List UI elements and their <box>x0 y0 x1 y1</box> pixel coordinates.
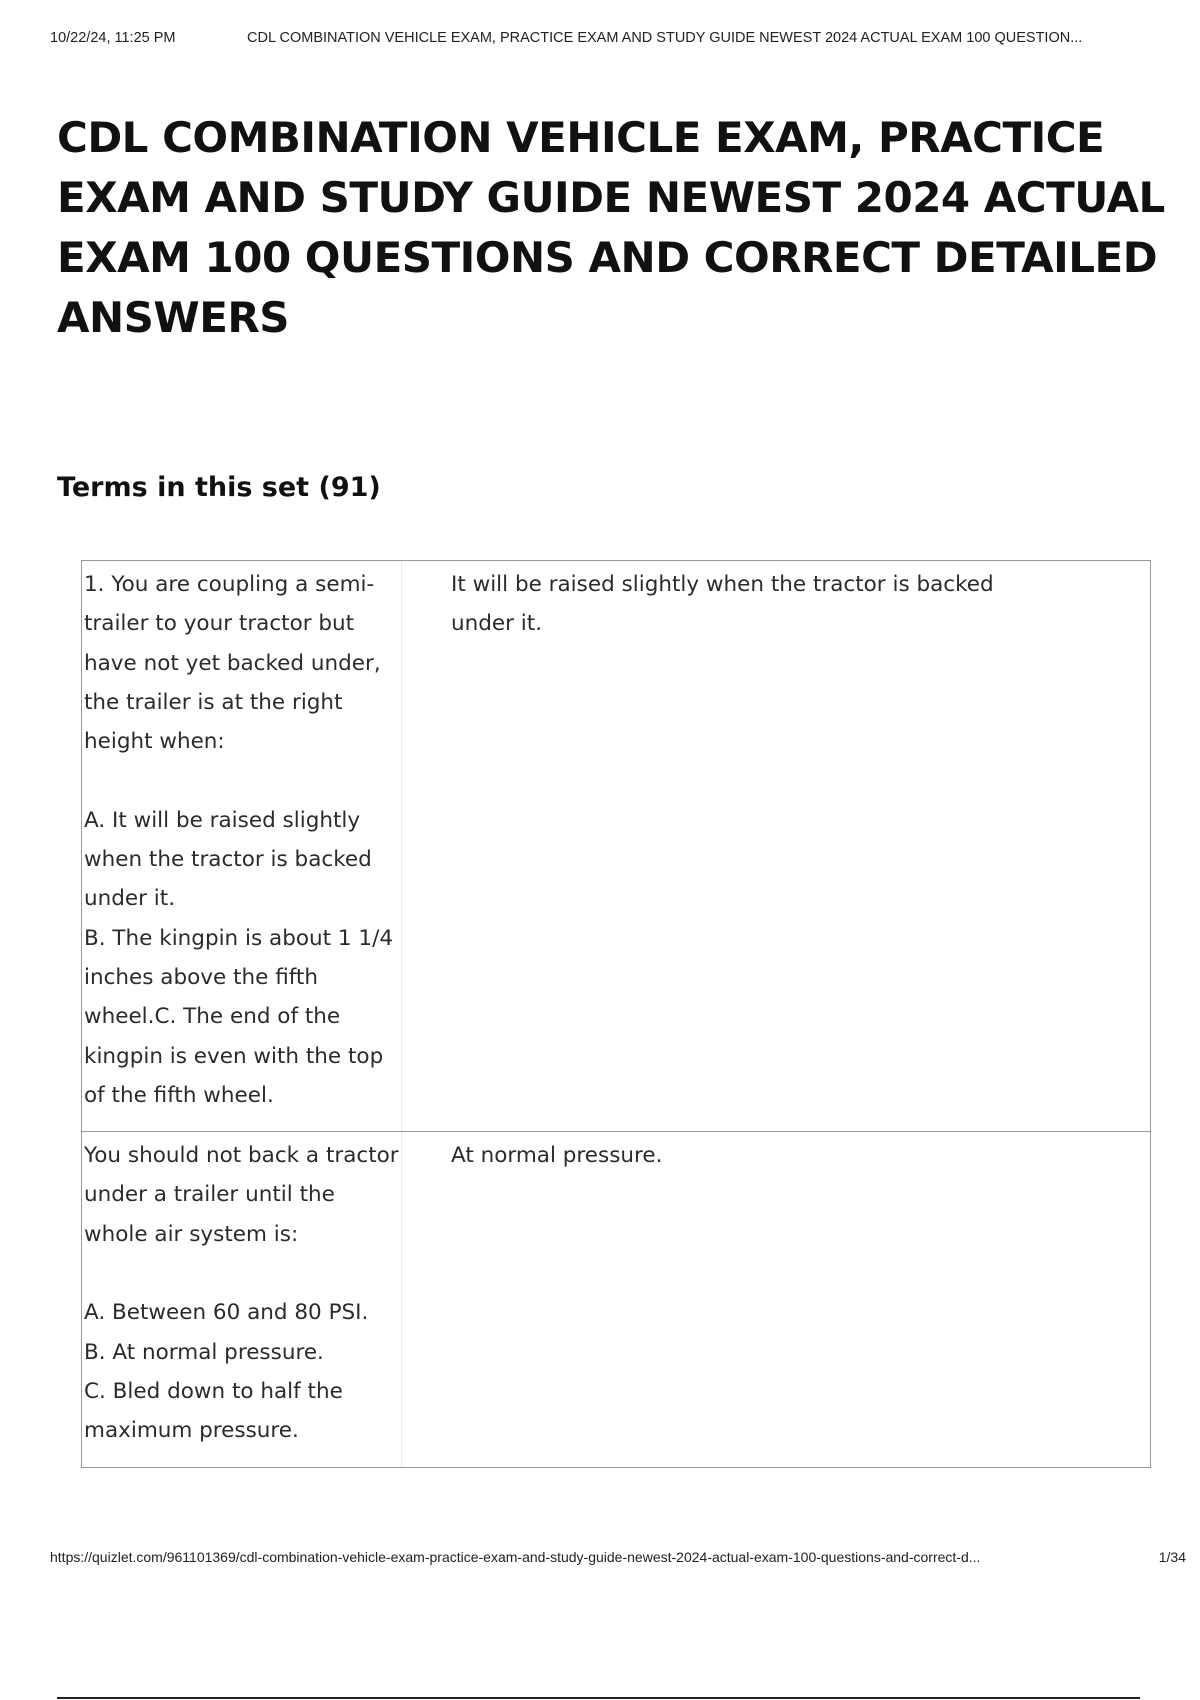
print-header <box>50 30 1190 50</box>
terms-count-heading: Terms in this set (91) <box>57 472 381 503</box>
print-header-title: CDL COMBINATION VEHICLE EXAM, PRACTICE EXAM AND STUDY GUIDE NEWEST 2024 ACTUAL EXAM 100 QUESTION... <box>247 30 1083 46</box>
term-row <box>82 1131 1150 1466</box>
page-title: CDL COMBINATION VEHICLE EXAM, PRACTICE EXAM AND STUDY GUIDE NEWEST 2024 ACTUAL EXAM 100 QUESTIONS AND CORRECT DETAILED ANSWERS <box>57 113 1165 342</box>
term-row <box>82 561 1150 1131</box>
print-datetime: 10/22/24, 11:25 PM <box>50 30 176 46</box>
page-number: 1/34 <box>1158 1549 1186 1565</box>
term-question: 1. You are coupling a semi-trailer to your tractor but have not yet backed under, the trailer is at the right height when: A. It will be raised slightly when the tractor is backed under it. B. The kingpin is about 1 1/4 inches above the fifth wheel.C. The end of the kingpin is even with the top of the fifth wheel. <box>82 561 402 1131</box>
term-question: You should not back a tractor under a trailer until the whole air system is: A. Between 60 and 80 PSI. B. At normal pressure. C. Bled down to half the maximum pressure. <box>82 1132 402 1466</box>
terms-table <box>81 560 1151 1468</box>
page-url-link[interactable]: https://quizlet.com/961101369/cdl-combination-vehicle-exam-practice-exam-and-study-guide-newest-2024-actual-exam-100-questions-and-correct-d... <box>50 1549 981 1565</box>
divider <box>57 1697 1140 1699</box>
term-answer: It will be raised slightly when the tractor is backed under it. <box>451 572 994 637</box>
term-answer-cell <box>402 1132 1150 1466</box>
print-footer <box>50 1549 1186 1569</box>
term-answer-cell <box>402 561 1150 1131</box>
term-answer: At normal pressure. <box>451 1143 663 1169</box>
